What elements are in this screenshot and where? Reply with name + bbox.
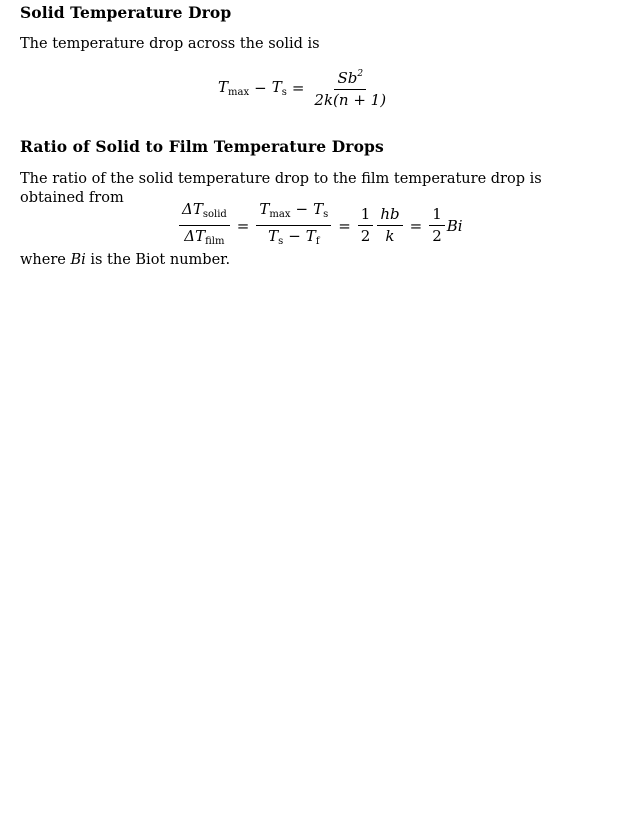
eq2-equals-3: = [409, 216, 423, 235]
eq2-half-den: 2 [360, 227, 371, 245]
section-heading-ratio: Ratio of Solid to Film Temperature Drops [20, 137, 384, 156]
eq1-equals: = [291, 78, 305, 97]
eq2-hb: hb [377, 206, 402, 226]
eq2-half2-num: 1 [429, 206, 445, 226]
biot-symbol: Bi [70, 252, 86, 268]
eq1-minus: − [254, 78, 267, 97]
equation-ratio [177, 201, 463, 250]
eq2-k: k [385, 227, 395, 245]
eq1-fraction [311, 66, 389, 109]
eq2-fraction-temps [256, 201, 331, 250]
eq2-fraction-hb-k [377, 206, 402, 245]
eq2-numerator-temps: $T_{max} - T_s$ [256, 201, 331, 226]
eq2-delta-solid: $\Delta T_{solid}$ [179, 201, 230, 226]
paragraph-ratio-intro: The ratio of the solid temperature drop to the film temperature drop is obtained from [20, 171, 542, 206]
eq2-denominator-temps: $T_s - T_f$ [268, 227, 320, 247]
eq2-fraction-half [358, 206, 374, 245]
eq2-half2-den: 2 [432, 227, 442, 245]
eq1-numerator: Sb$^2$ [334, 66, 366, 90]
section-heading-solid-temperature-drop: Solid Temperature Drop [20, 3, 232, 22]
eq2-half-num: 1 [358, 206, 374, 226]
eq2-delta-film: $\Delta T_{film}$ [184, 227, 225, 247]
eq2-fraction-delta [179, 201, 230, 250]
eq2-fraction-half-2 [429, 206, 445, 245]
eq1-term-tmax: $T_{max}$ [218, 77, 250, 98]
eq1-term-ts: $T_s$ [271, 77, 287, 98]
eq2-bi: Bi [446, 216, 463, 235]
equation-solid-temperature-drop [218, 66, 391, 109]
eq2-equals-1: = [236, 216, 250, 235]
paragraph-biot: where Bi is the Biot number. [20, 252, 231, 268]
paragraph-solid-intro: The temperature drop across the solid is [20, 36, 320, 52]
eq1-denominator: 2k(n + 1) [314, 91, 387, 109]
eq2-equals-2: = [338, 216, 351, 235]
